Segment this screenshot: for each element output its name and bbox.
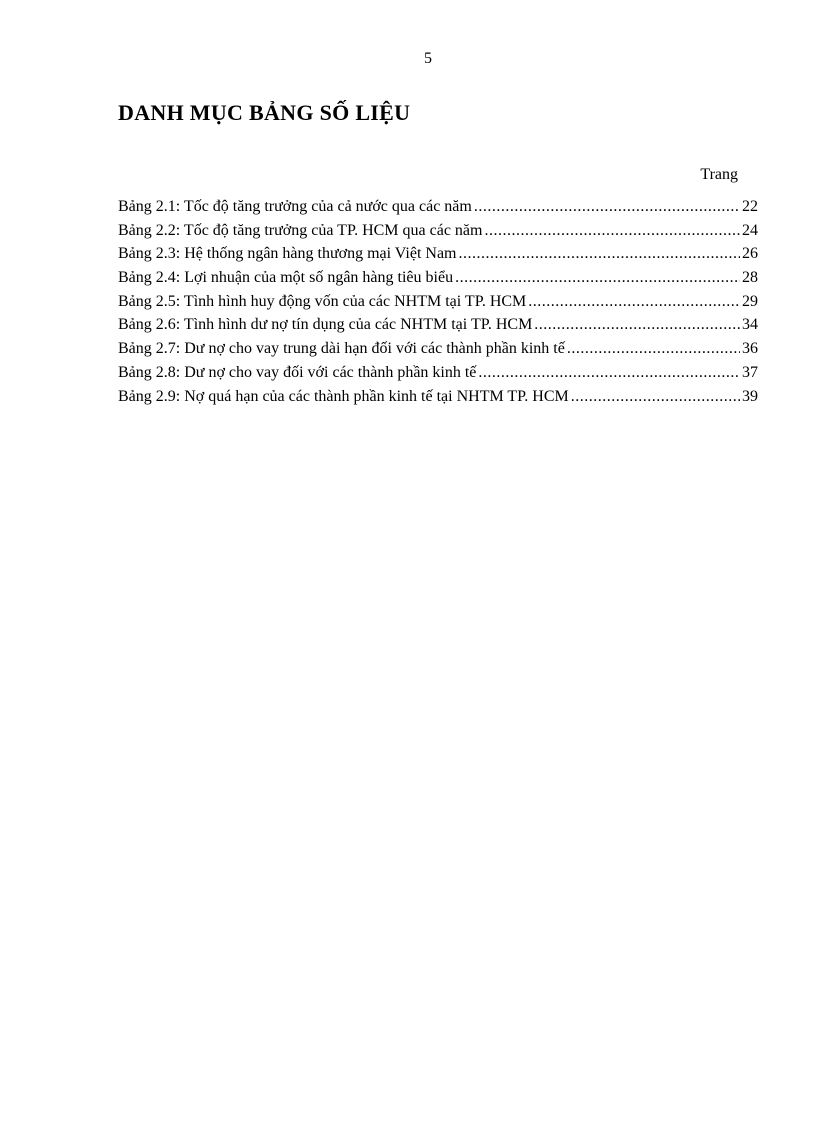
toc-entry-page: 36	[742, 340, 758, 358]
dot-leader	[571, 388, 740, 406]
toc-entry-label: Bảng 2.3: Hệ thống ngân hàng thương mại Việt Nam	[118, 245, 457, 263]
toc-entry[interactable]	[118, 293, 758, 317]
toc-entry-page: 39	[742, 387, 758, 405]
toc-entry-label: Bảng 2.1: Tốc độ tăng trưởng của cả nước qua các năm	[118, 198, 472, 215]
dot-leader	[478, 364, 740, 382]
toc-entry[interactable]	[118, 316, 758, 340]
dot-leader	[567, 340, 740, 358]
table-list	[118, 198, 758, 411]
toc-entry-page: 22	[742, 198, 758, 215]
toc-entry-page: 37	[742, 363, 758, 381]
toc-entry-label: Bảng 2.9: Nợ quá hạn của các thành phần kinh tế tại NHTM TP. HCM	[118, 387, 569, 405]
toc-entry-label: Bảng 2.6: Tình hình dư nợ tín dụng của các NHTM tại TP. HCM	[118, 316, 533, 334]
toc-entry[interactable]	[118, 364, 758, 388]
dot-leader	[534, 316, 740, 334]
dot-leader	[528, 293, 740, 311]
toc-entry[interactable]	[118, 340, 758, 364]
toc-entry-page: 24	[742, 221, 758, 239]
toc-entry[interactable]	[118, 222, 758, 246]
toc-entry-label: Bảng 2.2: Tốc độ tăng trưởng của TP. HCM qua các năm	[118, 221, 483, 239]
toc-entry[interactable]	[118, 388, 758, 412]
dot-leader	[484, 222, 740, 240]
toc-entry-label: Bảng 2.8: Dư nợ cho vay đối với các thành phần kinh tế	[118, 363, 477, 381]
toc-entry-label: Bảng 2.4: Lợi nhuận của một số ngân hàng tiêu biểu	[118, 269, 454, 287]
toc-entry[interactable]	[118, 245, 758, 269]
toc-entry-page: 29	[742, 292, 758, 310]
toc-entry-label: Bảng 2.5: Tình hình huy động vốn của các NHTM tại TP. HCM	[118, 292, 527, 310]
page-number: 5	[424, 50, 432, 67]
toc-entry-page: 28	[742, 269, 758, 287]
dot-leader	[474, 198, 740, 216]
page-title: DANH MỤC BẢNG SỐ LIỆU	[118, 100, 411, 125]
dot-leader	[455, 269, 740, 287]
toc-entry[interactable]	[118, 198, 758, 222]
toc-entry-label: Bảng 2.7: Dư nợ cho vay trung dài hạn đối với các thành phần kinh tế	[118, 340, 565, 358]
toc-entry-page: 26	[742, 245, 758, 263]
page-column-header: Trang	[700, 166, 738, 183]
dot-leader	[459, 245, 741, 263]
toc-entry[interactable]	[118, 269, 758, 293]
toc-entry-page: 34	[742, 316, 758, 334]
